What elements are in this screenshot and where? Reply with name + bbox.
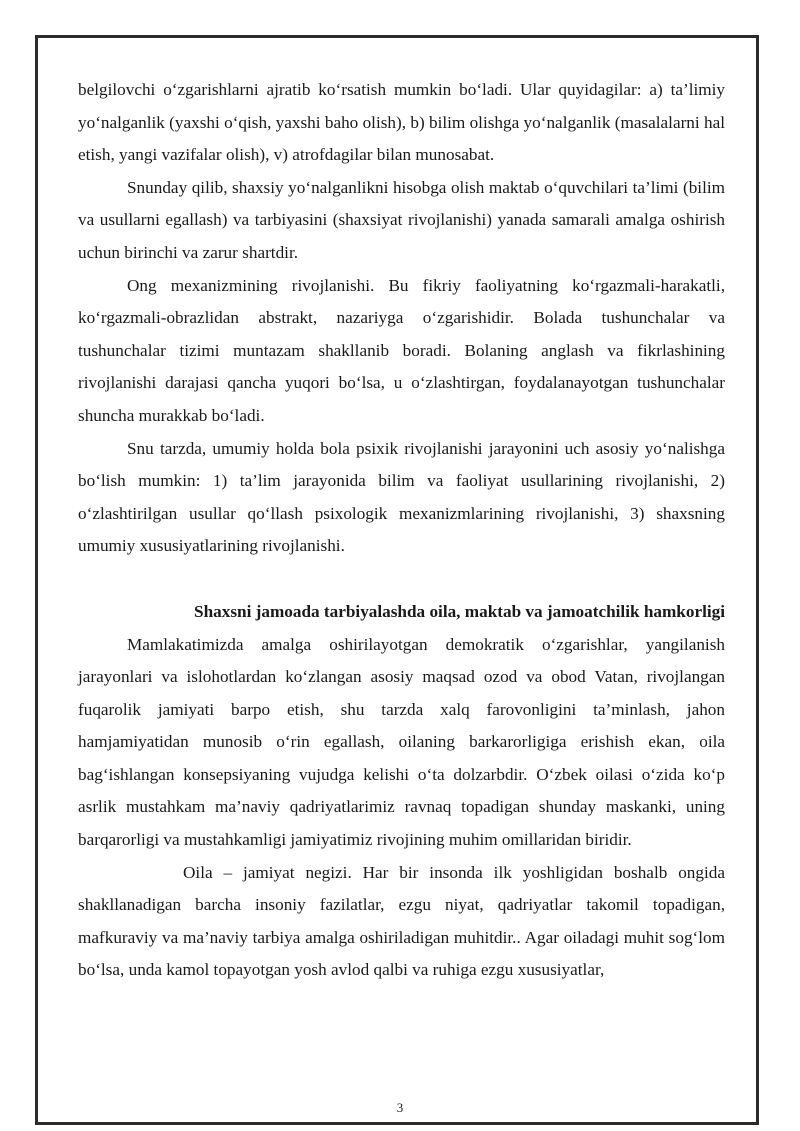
document-body xyxy=(78,74,725,987)
page-border-frame xyxy=(35,35,759,1125)
section-heading: Shaxsni jamoada tarbiyalashda oila, maktab va jamoatchilik hamkorligi xyxy=(194,601,725,621)
paragraph-rivojlanish-yonalishlari: Snu tarzda, umumiy holda bola psixik rivojlanishi jarayonini uch asosiy yo‘nalishga bo‘lish mumkin: 1) ta’lim jarayonida bilim va faoliyat usullarining rivojlanishi, 2) o‘zlashtirilgan usullar qo‘llash psixologik mexanizmlarining rivojlanishi, 3) shaxsning umumiy xususiyatlarining rivojlanishi. xyxy=(78,438,725,556)
paragraph-demokratik-ozgarishlar: Mamlakatimizda amalga oshirilayotgan demokratik o‘zgarishlar, yangilanish jarayonlari va islohotlardan ko‘zlangan asosiy maqsad ozod va obod Vatan, rivojlangan fuqarolik jamiyati barpo etish, shu tarzda xalq farovonligini ta’minlash, jahon hamjamiyatidan munosib o‘rin egallash, oilaning barkarorligiga erishish ekan, oila bag‘ishlangan konsepsiyaning vujudga kelishi o‘ta dolzarbdir. O‘zbek oilasi o‘zida ko‘p asrlik mustahkam ma’naviy qadriyatlarimiz ravnaq topadigan shunday maskanki, uning barqarorligi va mustahkamligi jamiyatimiz rivojining muhim omillaridan biridir. xyxy=(78,634,725,850)
paragraph-ong-mexanizmi: Ong mexanizmining rivojlanishi. Bu fikriy faoliyatning ko‘rgazmali-harakatli, ko‘rgazmali-obrazlidan abstrakt, nazariyga o‘zgarishidir. Bolada tushunchalar va tushunchalar tizimi muntazam shakllanib boradi. Bolaning anglash va fikrlashining rivojlanishi darajasi qancha yuqori bo‘lsa, u o‘zlashtirgan, foydalanayotgan tushunchalar shuncha murakkab bo‘ladi. xyxy=(78,275,725,425)
paragraph-shaxsiy-yonalganlik: Snunday qilib, shaxsiy yo‘nalganlikni hisobga olish maktab o‘quvchilari ta’limi (bilim va usullarni egallash) va tarbiyasini (shaxsiyat rivojlanishi) yanada samarali amalga oshirish uchun birinchi va zarur shartdir. xyxy=(78,177,725,262)
paragraph-oila-jamiyat-negizi: Oila – jamiyat negizi. Har bir insonda ilk yoshligidan boshalb ongida shakllanadigan barcha insoniy fazilatlar, ezgu niyat, qadriyatlar takomil topadigan, mafkuraviy va ma’naviy tarbiya amalga oshiriladigan muhitdir.. Agar oiladagi muhit sog‘lom bo‘lsa, unda kamol topayotgan yosh avlod qalbi va ruhiga ezgu xususiyatlar, xyxy=(78,862,725,980)
paragraph-continuation: belgilovchi o‘zgarishlarni ajratib ko‘rsatish mumkin bo‘ladi. Ular quyidagilar: a) ta’limiy yo‘nalganlik (yaxshi o‘qish, yaxshi baho olish), b) bilim olishga yo‘nalganlik (masalalarni hal etish, yangi vazifalar olish), v) atrofdagilar bilan munosabat. xyxy=(78,80,725,165)
page-number: 3 xyxy=(396,1100,404,1115)
